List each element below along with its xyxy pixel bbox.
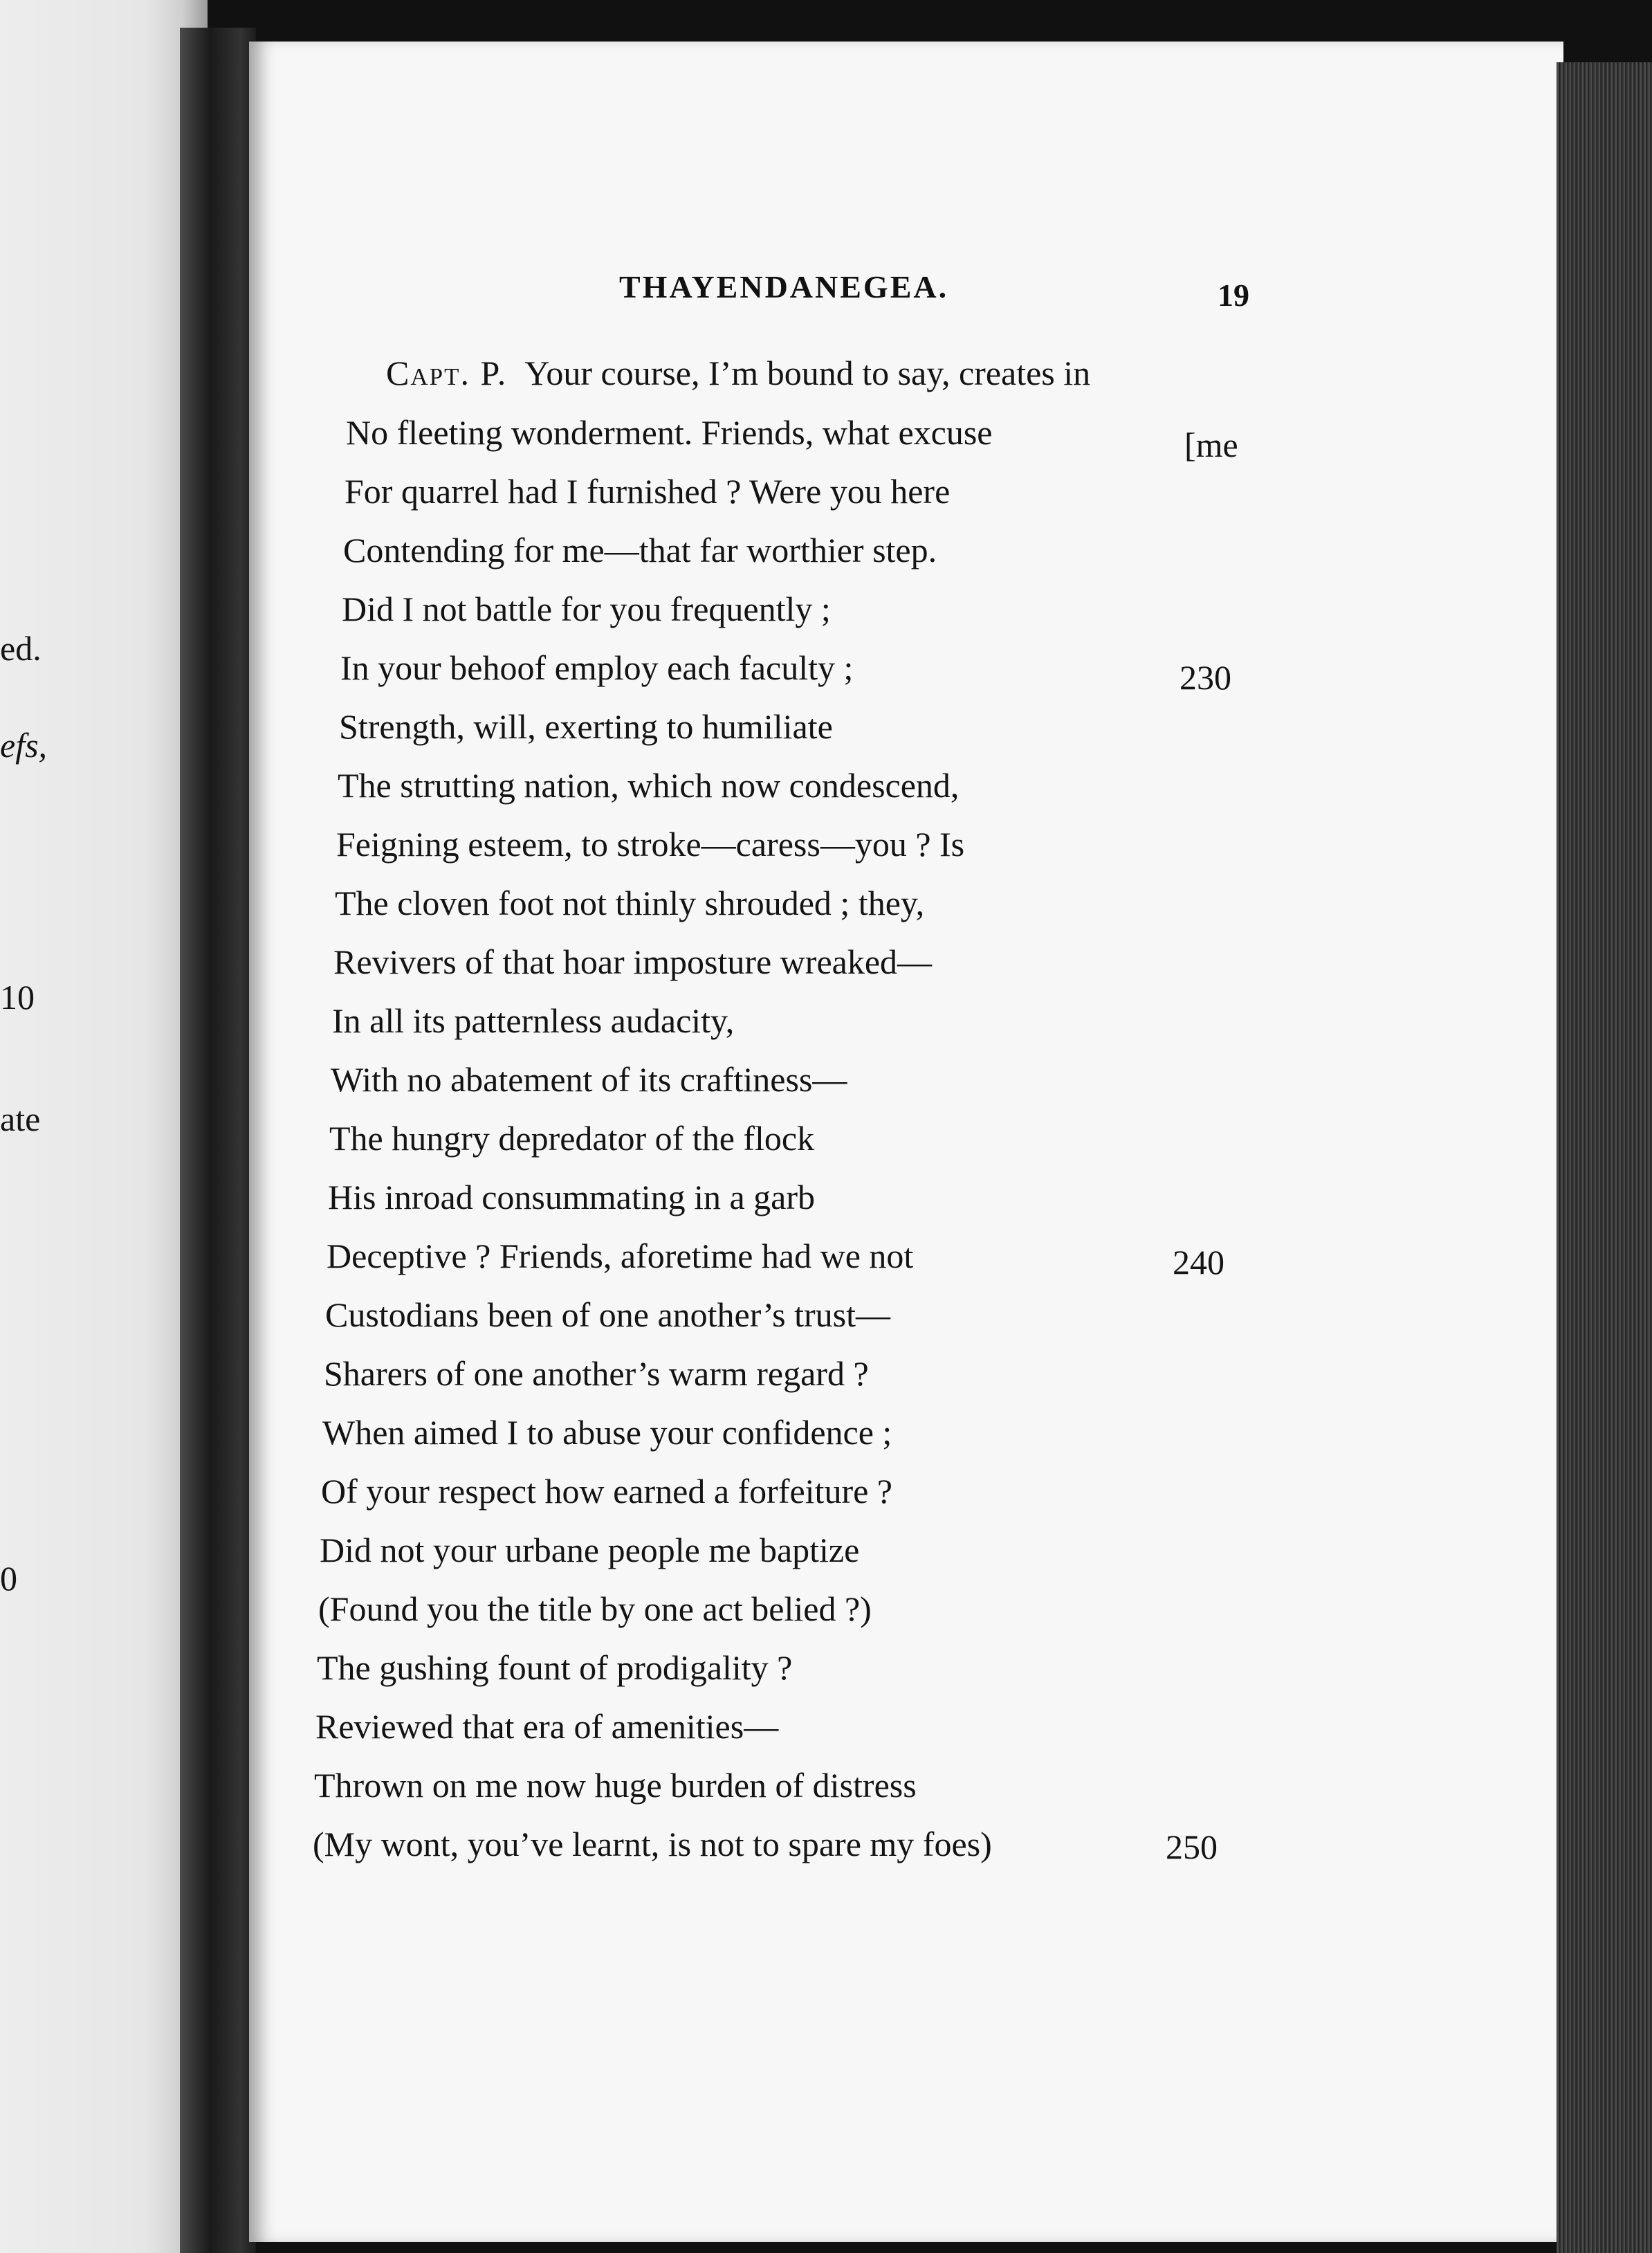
verse-line [386,356,1090,390]
verse-line: The hungry depredator of the flock [329,1119,815,1158]
book-gutter [180,28,256,2253]
line-number: 240 [1173,1243,1224,1281]
verse-line: The gushing fount of prodigality ? [317,1648,793,1687]
verse-line: Revivers of that hoar imposture wreaked— [333,942,933,981]
verse-line: The strutting nation, which now condescend, [338,766,960,805]
verse-line: No fleeting wonderment. Friends, what excuse [346,413,993,452]
verse-line: With no abatement of its craftiness— [331,1060,847,1099]
left-page-fragment: ed. [0,629,42,668]
verse-line: Reviewed that era of amenities— [315,1707,779,1746]
line-number: 230 [1180,658,1231,697]
left-page-fragment: 0 [0,1559,17,1598]
verse-line: Deceptive ? Friends, aforetime had we not [327,1237,914,1275]
overflow-bracket: [me [1184,426,1238,464]
verse-line: Contending for me—that far worthier step. [343,531,937,569]
verse-line: Sharers of one another’s warm regard ? [324,1354,869,1393]
left-page [0,0,208,2253]
running-head: THAYENDANEGEA. [619,269,949,304]
verse-line: The cloven foot not thinly shrouded ; they, [335,884,925,922]
verse-line: Feigning esteem, to stroke—caress—you ? Is [336,825,965,864]
verse-line: Strength, will, exerting to humiliate [339,707,833,746]
left-page-fragment: 10 [0,978,35,1016]
verse-line: In all its patternless audacity, [332,1001,735,1040]
verse-line: His inroad consummating in a garb [328,1178,816,1216]
verse-line: (Found you the title by one act belied ?) [318,1589,872,1628]
verse-line: Custodians been of one another’s trust— [325,1295,890,1334]
verse-line: Thrown on me now huge burden of distress [314,1766,917,1805]
left-page-fragment: efs, [0,726,48,765]
verse-line: Did not your urbane people me baptize [320,1531,860,1569]
verse-line: When aimed I to abuse your confidence ; [322,1413,892,1452]
page-number: 19 [1218,277,1249,313]
speaker-name: Capt. P. [386,354,508,392]
verse-line: In your behoof employ each faculty ; [340,648,854,687]
verse-line: Did I not battle for you frequently ; [342,590,831,628]
left-page-fragment: ate [0,1100,41,1138]
page-edges [1557,62,1652,2253]
verse-line-text: Your course, I’m bound to say, creates in [524,354,1091,392]
line-number: 250 [1166,1827,1218,1866]
verse-line: Of your respect how earned a forfeiture ? [321,1472,892,1511]
verse-line: (My wont, you’ve learnt, is not to spare my foes) [313,1825,992,1863]
verse-line: For quarrel had I furnished ? Were you here [345,472,951,511]
